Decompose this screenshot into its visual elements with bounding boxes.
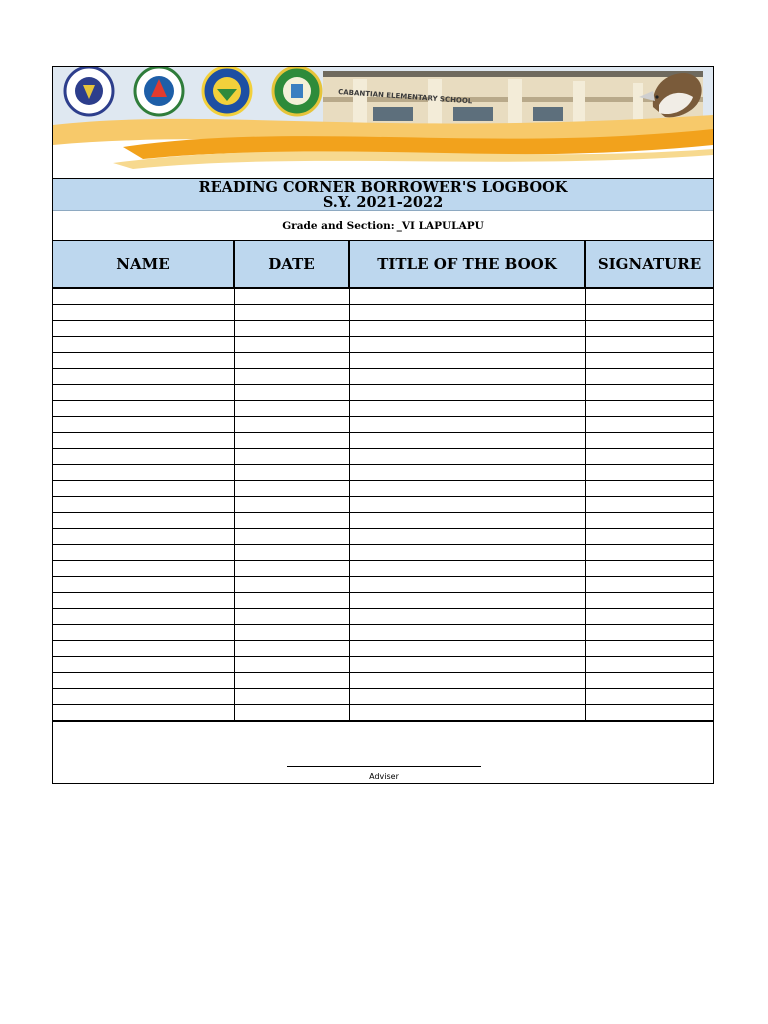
cell-signature[interactable] — [585, 465, 713, 481]
school-sign-text: CABANTIAN ELEMENTARY SCHOOL — [337, 88, 473, 106]
cell-date[interactable] — [234, 369, 349, 385]
banner-graphic — [53, 67, 713, 177]
cell-name[interactable] — [53, 513, 234, 529]
cell-date[interactable] — [234, 449, 349, 465]
cell-signature[interactable] — [585, 513, 713, 529]
cell-date[interactable] — [234, 288, 349, 305]
district-seal-icon — [203, 67, 251, 115]
table-row — [53, 449, 713, 465]
cell-date[interactable] — [234, 513, 349, 529]
table-row — [53, 673, 713, 689]
cell-signature[interactable] — [585, 689, 713, 705]
cell-name[interactable] — [53, 337, 234, 353]
table-row — [53, 433, 713, 449]
cell-date[interactable] — [234, 545, 349, 561]
cell-date[interactable] — [234, 705, 349, 721]
column-header-date: DATE — [234, 241, 349, 288]
cell-date[interactable] — [234, 465, 349, 481]
cell-signature[interactable] — [585, 353, 713, 369]
cell-date[interactable] — [234, 609, 349, 625]
cell-title[interactable] — [349, 625, 585, 641]
cell-name[interactable] — [53, 577, 234, 593]
cell-date[interactable] — [234, 417, 349, 433]
table-row — [53, 657, 713, 673]
cell-title[interactable] — [349, 353, 585, 369]
cell-title[interactable] — [349, 497, 585, 513]
cell-name[interactable] — [53, 321, 234, 337]
cell-title[interactable] — [349, 369, 585, 385]
cell-date[interactable] — [234, 561, 349, 577]
cell-name[interactable] — [53, 689, 234, 705]
cell-signature[interactable] — [585, 625, 713, 641]
table-row — [53, 705, 713, 721]
cell-title[interactable] — [349, 449, 585, 465]
cell-title[interactable] — [349, 705, 585, 721]
cell-date[interactable] — [234, 577, 349, 593]
cell-date[interactable] — [234, 529, 349, 545]
cell-name[interactable] — [53, 657, 234, 673]
table-row — [53, 513, 713, 529]
cell-name[interactable] — [53, 417, 234, 433]
cell-title[interactable] — [349, 481, 585, 497]
cell-date[interactable] — [234, 625, 349, 641]
division-seal-icon — [135, 67, 183, 115]
cell-name[interactable] — [53, 449, 234, 465]
table-row — [53, 577, 713, 593]
cell-name[interactable] — [53, 369, 234, 385]
cell-name[interactable] — [53, 288, 234, 305]
cell-signature[interactable] — [585, 369, 713, 385]
cell-date[interactable] — [234, 337, 349, 353]
table-row — [53, 641, 713, 657]
cell-signature[interactable] — [585, 337, 713, 353]
cell-date[interactable] — [234, 433, 349, 449]
grade-section-label: Grade and Section: — [282, 220, 395, 232]
logbook-sheet — [52, 66, 714, 784]
cell-title[interactable] — [349, 689, 585, 705]
table-row — [53, 321, 713, 337]
table-row — [53, 353, 713, 369]
borrower-log-table — [53, 241, 713, 721]
table-row — [53, 609, 713, 625]
cell-title[interactable] — [349, 321, 585, 337]
table-row — [53, 593, 713, 609]
cell-date[interactable] — [234, 401, 349, 417]
school-seal-icon — [273, 67, 321, 115]
grade-section-value: _VI LAPULAPU — [396, 220, 484, 232]
cell-title[interactable] — [349, 657, 585, 673]
cell-signature[interactable] — [585, 673, 713, 689]
cell-signature[interactable] — [585, 449, 713, 465]
cell-title[interactable] — [349, 288, 585, 305]
table-row — [53, 385, 713, 401]
cell-title[interactable] — [349, 641, 585, 657]
school-year: S.Y. 2021-2022 — [322, 194, 444, 211]
cell-name[interactable] — [53, 401, 234, 417]
cell-title[interactable] — [349, 513, 585, 529]
cell-title[interactable] — [349, 545, 585, 561]
cell-date[interactable] — [234, 689, 349, 705]
cell-signature[interactable] — [585, 321, 713, 337]
cell-signature[interactable] — [585, 561, 713, 577]
cell-title[interactable] — [349, 433, 585, 449]
cell-signature[interactable] — [585, 545, 713, 561]
school-banner — [53, 67, 713, 179]
table-row — [53, 465, 713, 481]
cell-title[interactable] — [349, 561, 585, 577]
cell-name[interactable] — [53, 561, 234, 577]
grade-section-row — [53, 211, 713, 241]
cell-date[interactable] — [234, 385, 349, 401]
cell-signature[interactable] — [585, 529, 713, 545]
table-row — [53, 481, 713, 497]
cell-signature[interactable] — [585, 609, 713, 625]
column-header-signature: SIGNATURE — [585, 241, 713, 288]
cell-date[interactable] — [234, 673, 349, 689]
cell-name[interactable] — [53, 641, 234, 657]
cell-name[interactable] — [53, 545, 234, 561]
cell-date[interactable] — [234, 481, 349, 497]
table-row — [53, 625, 713, 641]
cell-date[interactable] — [234, 305, 349, 321]
cell-date[interactable] — [234, 497, 349, 513]
column-header-name: NAME — [53, 241, 234, 288]
table-row — [53, 561, 713, 577]
cell-signature[interactable] — [585, 481, 713, 497]
cell-title[interactable] — [349, 609, 585, 625]
logbook-title: READING CORNER BORROWER'S LOGBOOK — [198, 179, 568, 196]
adviser-footer — [53, 721, 713, 783]
cell-title[interactable] — [349, 593, 585, 609]
cell-signature[interactable] — [585, 288, 713, 305]
cell-signature[interactable] — [585, 417, 713, 433]
table-row — [53, 305, 713, 321]
cell-name[interactable] — [53, 497, 234, 513]
cell-date[interactable] — [234, 321, 349, 337]
cell-name[interactable] — [53, 593, 234, 609]
cell-date[interactable] — [234, 641, 349, 657]
cell-signature[interactable] — [585, 705, 713, 721]
cell-signature[interactable] — [585, 433, 713, 449]
cell-signature[interactable] — [585, 657, 713, 673]
table-row — [53, 497, 713, 513]
table-row — [53, 369, 713, 385]
cell-name[interactable] — [53, 353, 234, 369]
cell-title[interactable] — [349, 305, 585, 321]
cell-name[interactable] — [53, 433, 234, 449]
cell-title[interactable] — [349, 337, 585, 353]
cell-title[interactable] — [349, 673, 585, 689]
adviser-signature-line[interactable] — [287, 766, 481, 767]
cell-signature[interactable] — [585, 401, 713, 417]
cell-name[interactable] — [53, 673, 234, 689]
cell-date[interactable] — [234, 593, 349, 609]
log-table-body — [53, 288, 713, 721]
table-row — [53, 545, 713, 561]
cell-signature[interactable] — [585, 593, 713, 609]
cell-name[interactable] — [53, 705, 234, 721]
table-header-row — [53, 241, 713, 288]
column-header-title: TITLE OF THE BOOK — [349, 241, 585, 288]
cell-title[interactable] — [349, 385, 585, 401]
cell-title[interactable] — [349, 529, 585, 545]
cell-name[interactable] — [53, 625, 234, 641]
table-row — [53, 288, 713, 305]
table-row — [53, 417, 713, 433]
cell-signature[interactable] — [585, 577, 713, 593]
table-row — [53, 401, 713, 417]
cell-name[interactable] — [53, 305, 234, 321]
cell-name[interactable] — [53, 385, 234, 401]
logbook-title-band — [53, 179, 713, 211]
cell-date[interactable] — [234, 353, 349, 369]
cell-name[interactable] — [53, 609, 234, 625]
cell-title[interactable] — [349, 401, 585, 417]
table-row — [53, 689, 713, 705]
cell-title[interactable] — [349, 465, 585, 481]
table-row — [53, 337, 713, 353]
cell-title[interactable] — [349, 417, 585, 433]
adviser-label: Adviser — [369, 772, 399, 781]
table-row — [53, 529, 713, 545]
cell-name[interactable] — [53, 465, 234, 481]
cell-name[interactable] — [53, 481, 234, 497]
cell-date[interactable] — [234, 657, 349, 673]
cell-title[interactable] — [349, 577, 585, 593]
deped-seal-icon — [65, 67, 113, 115]
cell-signature[interactable] — [585, 385, 713, 401]
cell-signature[interactable] — [585, 305, 713, 321]
cell-signature[interactable] — [585, 497, 713, 513]
cell-signature[interactable] — [585, 641, 713, 657]
cell-name[interactable] — [53, 529, 234, 545]
